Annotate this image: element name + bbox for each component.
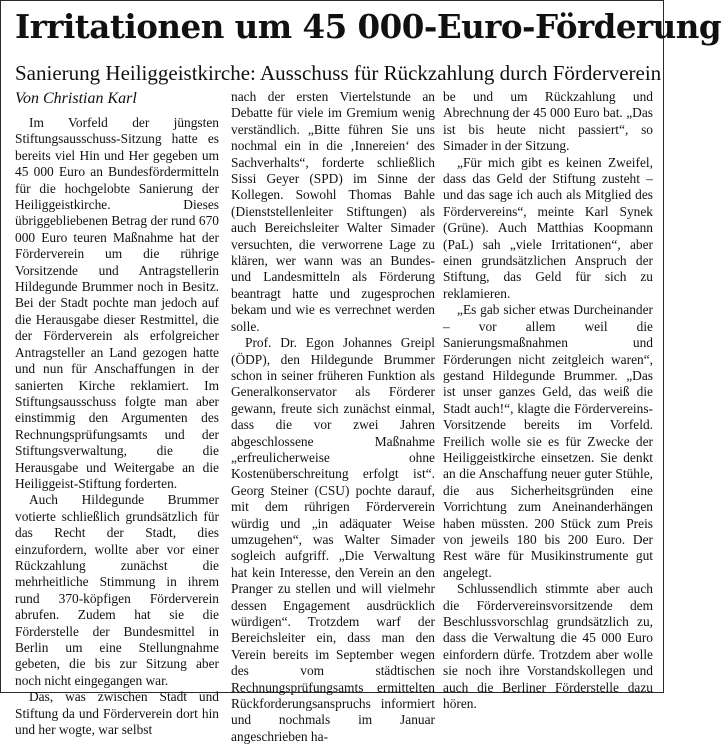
article-column-3	[443, 89, 653, 712]
article-column-1	[15, 115, 219, 738]
byline: Von Christian Karl	[15, 90, 137, 107]
paragraph: „Für mich gibt es keinen Zweifel, dass das Geld der Stiftung zusteht – und das sage ich auch als Mitglied des Fördervereins“, meinte Karl Synek (Grüne). Auch Matthias Koopmann (PaL) sah „viele Irritationen“, aber einen grundsätzlichen Anspruch der Stiftung, das Geld für sich zu reklamieren.	[443, 154, 653, 301]
paragraph: Auch Hildegunde Brummer votierte schließlich grundsätzlich für das Recht der Stadt, dies einzufordern, wollte aber vor einer Rückzahlung zunächst die mehrheitliche Stimmung in ihrem rund 370-köpfigen Förderverein abrufen. Zudem hat sie die Förderstelle der Bundesmittel in Berlin um eine Stellungnahme gebeten, die bis zur Sitzung aber noch nicht eingegangen war.	[15, 492, 219, 688]
paragraph: Das, was zwischen Stadt und Stiftung da und Förderverein dort hin und her wogte, war selbst	[15, 689, 219, 738]
paragraph: Im Vorfeld der jüngsten Stiftungsausschuss-Sitzung hatte es bereits viel Hin und Her gegeben um 45 000 Euro an Bundesfördermitteln für die hochgelobte Sanierung der Heiliggeistkirche. Dieses übriggebliebenen Betrag der rund 670 000 Euro teuren Maßnahme hat der Förderverein um die rührige Vorsitzende und Antragstellerin Hildegunde Brummer noch in Besitz. Bei der Stadt pochte man jedoch auf die Herausgabe dieser Restmittel, die der Förderverein als erfolgreicher Antragsteller an Land gezogen hatte und nun für Anschaffungen in der sanierten Kirche reklamiert. Im Stiftungsausschuss folgte man aber einstimmig den Argumenten des Rechnungsprüfungsamts und der Stiftungsverwaltung, die die Herausgabe und Weitergabe an die Heiliggeist-Stiftung forderten.	[15, 115, 219, 491]
subheadline: Sanierung Heiliggeistkirche: Ausschuss für Rückzahlung durch Förderverein	[15, 61, 662, 85]
headline: Irritationen um 45 000-Euro-Förderung	[15, 7, 721, 46]
article-column-2	[231, 89, 435, 744]
paragraph: „Es gab sicher etwas Durcheinander – vor allem weil die Sanierungsmaßnahmen und Förderungen nicht zeitgleich waren“, gestand Hildegunde Brummer. „Das ist unser ganzes Geld, das weiß die Stadt auch!“, klagte die Fördervereins-Vorsitzende bereits im Vorfeld. Freilich wolle sie es für Zwecke der Heiliggeistkirche einsetzen. Sie denkt an die Anschaffung neuer guter Stühle, die aus Sicherheitsgründen eine Vorrichtung zum Aneinanderhängen haben müssten. 200 Stück zum Preis von jeweils 180 bis 200 Euro. Der Rest wäre für Musikinstrumente gut angelegt.	[443, 302, 653, 580]
paragraph: be und um Rückzahlung und Abrechnung der 45 000 Euro bat. „Das ist bis heute nicht passiert“, so Simader in der Sitzung.	[443, 89, 653, 154]
paragraph: nach der ersten Viertelstunde an Debatte für viele im Gremium wenig verständlich. „Bitte führen Sie uns nochmal ein in die ‚Innereien‘ des Sachverhalts“, forderte schließlich Sissi Geyer (SPD) im Sinne der Kollegen. Sowohl Thomas Bahle (Dienststellenleiter Stiftungen) als auch Bereichsleiter Walter Simader versuchten, die verworrene Lage zu klären, wer wann was an Bundes- und Landesmitteln als Förderung beantragt hatte und zugesprochen bekam und wie es verrechnet werden solle.	[231, 89, 435, 334]
paragraph: Prof. Dr. Egon Johannes Greipl (ÖDP), den Hildegunde Brummer schon in seiner früheren Funktion als Generalkonservator als Förderer gewann, freute sich zunächst einmal, dass die vor zwei Jahren abgeschlossene Maßnahme „erfreulicherweise ohne Kostenüberschreitung erfolgt ist“. Georg Steiner (CSU) pochte darauf, mit dem rührigen Förderverein würdig und „in adäquater Weise umzugehen“, was Walter Simader sogleich aufgriff. „Die Verwaltung hat kein Interesse, den Verein an den Pranger zu stellen und will vielmehr dessen Engagement ausdrücklich würdigen“. Trotzdem warf der Bereichsleiter ein, dass man den Verein bereits im September wegen des vom städtischen Rechnungsprüfungsamts ermittelten Rückforderungsanspruchs informiert und nochmals im Januar angeschrieben ha-	[231, 335, 435, 744]
paragraph: Schlussendlich stimmte aber auch die Fördervereinsvorsitzende dem Beschlussvorschlag grundsätzlich zu, dass die Verwaltung die 45 000 Euro einfordern dürfe. Trotzdem aber wolle sie noch ihre Vorstandskollegen und auch die Berliner Förderstelle dazu hören.	[443, 581, 653, 712]
